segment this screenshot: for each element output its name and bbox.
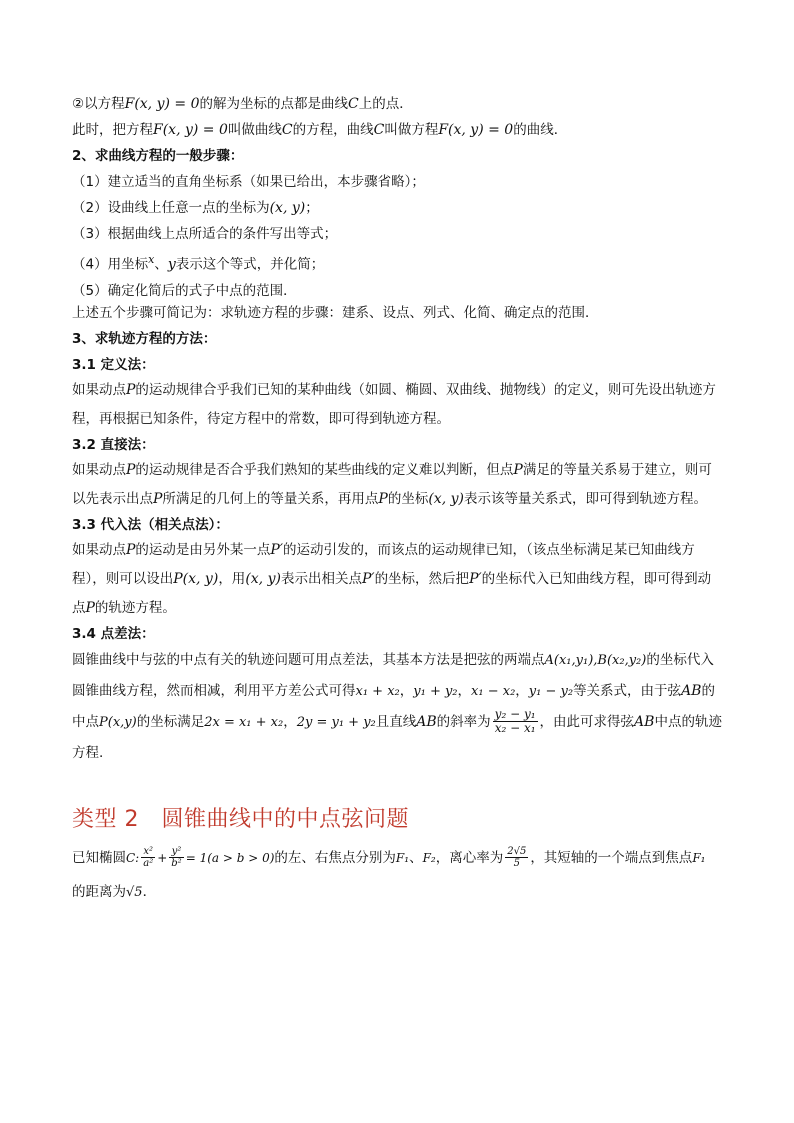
text: ， <box>515 682 529 699</box>
text: 、 <box>154 256 168 273</box>
method-1-title: 3.1 定义法： <box>72 356 155 373</box>
point-symbol: P′ <box>361 570 375 587</box>
method-2-body <box>72 456 722 514</box>
fraction-denominator: a² <box>143 858 154 869</box>
text: 的运动引发的，而该点的运动规律已知，（该点坐标满足某已知曲线方程），则可以设出 <box>72 541 695 587</box>
text: 且直线 <box>375 713 417 730</box>
text: 叫做方程 <box>384 122 439 138</box>
expression: y₁ + y₂ <box>413 683 458 699</box>
sqrt-value: √5 <box>126 884 143 900</box>
expression: y₁ − y₂ <box>528 683 574 699</box>
text: 的解为坐标的点都是曲线 <box>199 96 348 112</box>
text: 表示该等量关系式，即可得到轨迹方程。 <box>463 490 707 507</box>
point-symbol: P′ <box>270 541 284 558</box>
curve-symbol: C <box>373 122 385 138</box>
method-1-body <box>72 376 722 434</box>
text: 圆锥曲线中与弦的中点有关的轨迹问题可用点差法，其基本方法是把弦的两端点 <box>72 651 545 668</box>
text: 等关系式，由于弦 <box>573 682 682 699</box>
fraction-numerator: y² <box>169 846 183 858</box>
text: ， <box>283 713 297 730</box>
steps-summary: 上述五个步骤可简记为：求轨迹方程的步骤：建系、设点、列式、化简、确定点的范围． <box>72 304 599 321</box>
step-1: （1）建立适当的直角坐标系（如果已给出，本步骤省略）； <box>72 174 425 190</box>
fraction-denominator: b² <box>171 858 182 869</box>
point-symbol: P <box>513 461 523 478</box>
step-4 <box>72 249 722 276</box>
definition-item-2 <box>72 93 722 115</box>
text: 的坐标，然后把 <box>374 570 470 587</box>
point-symbol: P <box>126 461 136 478</box>
text: （2）设曲线上任意一点的坐标为 <box>72 200 270 216</box>
text: 的轨迹方程。 <box>94 599 176 616</box>
text: ，用 <box>218 570 246 587</box>
text: ． <box>142 883 157 900</box>
text: 的运动规律是否合乎我们熟知的某些曲线的定义难以判断，但点 <box>135 461 514 478</box>
text: 的曲线． <box>513 122 568 138</box>
step-3: （3）根据曲线上点所适合的条件写出等式； <box>72 226 338 242</box>
text: 上的点． <box>358 96 413 112</box>
point-symbol: P′ <box>469 570 482 587</box>
focus-symbol: F₂ <box>422 850 436 865</box>
operator: + <box>157 850 168 865</box>
point-symbol: P <box>378 490 388 507</box>
steps-heading: 2、求曲线方程的一般步骤： <box>72 148 244 164</box>
text: 满足的等量关系易于建立，则可以先表示出点 <box>72 461 712 507</box>
text: ； <box>305 200 319 216</box>
point-symbol: P <box>153 490 163 507</box>
text: 此时，把方程 <box>72 122 153 138</box>
text: 所满足的几何上的等量关系，再用点 <box>162 490 379 507</box>
text: 如果动点 <box>72 461 126 478</box>
fraction-numerator: y₂ − y₁ <box>494 707 536 721</box>
text: 、 <box>409 849 423 866</box>
curve-symbol: C <box>348 96 359 112</box>
eccentricity-fraction <box>505 846 528 869</box>
equation: 2x = x₁ + x₂ <box>204 714 284 730</box>
focus-symbol: F₁ <box>395 850 410 865</box>
problem-statement <box>72 841 722 910</box>
text: 如果动点 <box>72 541 126 558</box>
document-page <box>72 93 722 910</box>
text: 的坐标代入圆锥曲线方程，然而相减，利用平方差公式可得 <box>72 651 714 699</box>
chord-symbol: AB <box>634 713 655 730</box>
coordinate: P(x, y) <box>173 570 219 587</box>
text: 的斜率为 <box>436 713 491 730</box>
text: ，由此可求得弦 <box>539 713 635 730</box>
text: ②以方程 <box>72 96 125 112</box>
coordinate: (x, y) <box>245 570 281 587</box>
text: 的运动是由另外某一点 <box>135 541 271 558</box>
text: 已知椭圆 <box>72 849 126 866</box>
equation: = 1(a > b > 0) <box>185 850 275 865</box>
variable-y: y <box>167 256 176 273</box>
expression: x₁ + x₂ <box>355 683 400 699</box>
point-symbol: P <box>126 381 136 398</box>
text: 的距离为 <box>72 883 126 900</box>
point-symbol: P <box>85 599 95 616</box>
section-heading: 类型 2 圆锥曲线中的中点弦问题 <box>72 806 409 832</box>
equation: F(x, y) = 0 <box>124 96 200 112</box>
fraction-y <box>169 846 183 869</box>
text: 的坐标 <box>387 490 429 507</box>
fraction-numerator: x² <box>141 846 155 858</box>
ellipse-symbol: C: <box>126 850 140 865</box>
text: 表示这个等式，并化简； <box>175 256 325 273</box>
variable-x: x <box>148 253 155 266</box>
text: 表示出相关点 <box>280 570 362 587</box>
text: ， <box>457 682 472 699</box>
text: 叫做曲线 <box>227 122 282 138</box>
coordinate: P(x,y) <box>99 714 137 730</box>
fraction-denominator: 5 <box>513 858 520 869</box>
methods-heading: 3、求轨迹方程的方法： <box>72 330 217 347</box>
step-5: （5）确定化简后的式子中点的范围． <box>72 282 297 299</box>
text: 的坐标代入已知曲线方程，即可得到动点 <box>72 570 712 616</box>
coordinate: (x, y) <box>428 490 464 507</box>
equation: 2y = y₁ + y₂ <box>296 714 376 730</box>
text: 的方程，曲线 <box>292 122 374 138</box>
text: 的运动规律合乎我们已知的某种曲线（如圆、椭圆、双曲线、抛物线）的定义，则可先设出轨迹方程，再根据已知条件，待定方程中的常数，即可得到轨迹方程。 <box>72 381 716 427</box>
slope-fraction <box>493 708 538 735</box>
method-4-body <box>72 645 722 769</box>
text: 的左、右焦点分别为 <box>274 849 396 866</box>
curve-symbol: C <box>281 122 293 138</box>
text: ，其短轴的一个端点到焦点 <box>530 849 693 866</box>
text: 如果动点 <box>72 381 126 398</box>
fraction-x <box>141 846 155 869</box>
coordinate: (x, y) <box>269 200 306 216</box>
fraction-denominator: x₂ − x₁ <box>494 721 536 735</box>
text: （4）用坐标 <box>72 256 149 273</box>
chord-symbol: AB <box>416 713 437 730</box>
fraction-numerator: 2√5 <box>507 846 527 857</box>
text: ，离心率为 <box>435 849 504 866</box>
text: 的中点 <box>72 682 715 730</box>
method-3-title: 3.3 代入法（相关点法）： <box>72 516 229 533</box>
method-2-title: 3.2 直接法： <box>72 436 155 453</box>
definition-then <box>72 119 722 141</box>
text: 的坐标满足 <box>136 713 205 730</box>
equation: F(x, y) = 0 <box>438 122 514 138</box>
method-4-title: 3.4 点差法： <box>72 625 155 642</box>
method-3-body <box>72 536 722 623</box>
endpoints: A(x₁,y₁),B(x₂,y₂) <box>544 652 647 668</box>
point-symbol: P <box>126 541 136 558</box>
text: 中点的轨迹方程. <box>72 713 722 761</box>
text: ， <box>399 682 414 699</box>
step-2 <box>72 197 722 219</box>
chord-symbol: AB <box>681 682 702 699</box>
focus-symbol: F₁ <box>692 850 706 865</box>
expression: x₁ − x₂ <box>471 683 516 699</box>
equation: F(x, y) = 0 <box>153 122 228 138</box>
